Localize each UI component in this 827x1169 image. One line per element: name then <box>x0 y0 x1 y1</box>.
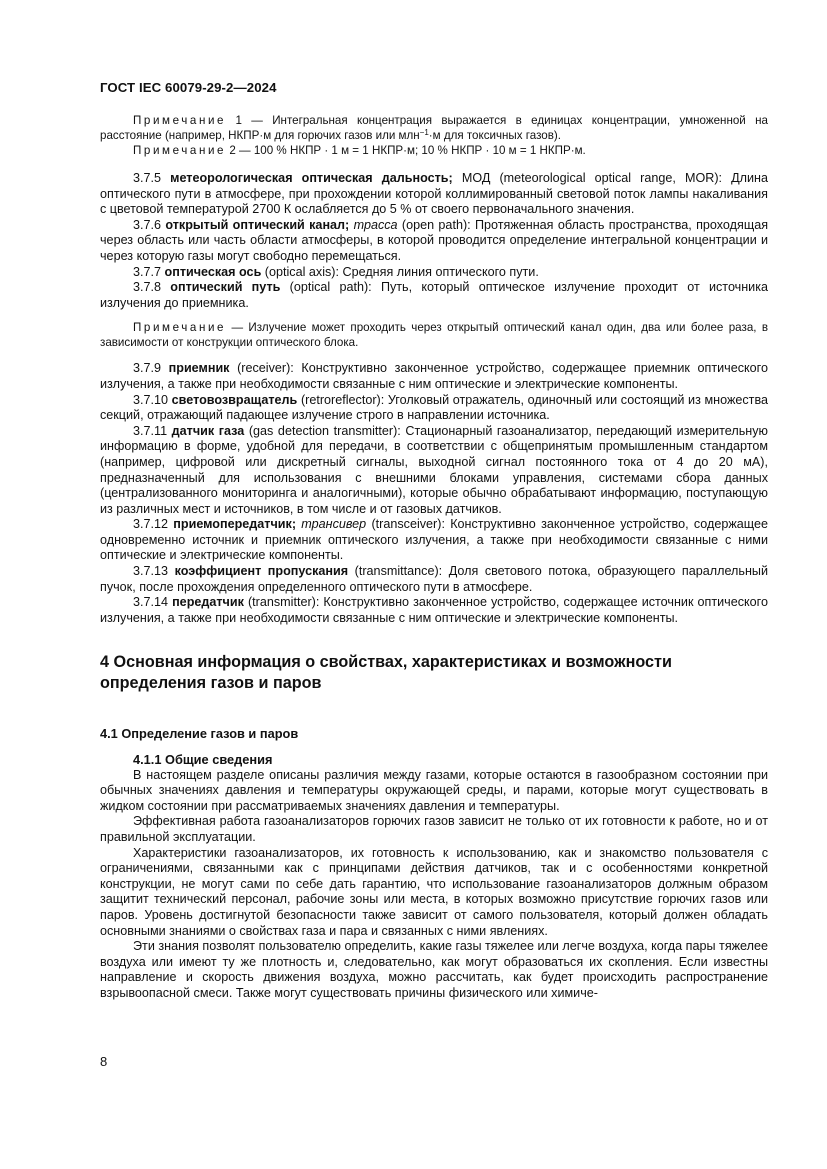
definition-number: 3.7.12 <box>133 517 169 532</box>
note-1 <box>100 113 768 143</box>
note-text: — 100 % НКПР · 1 м = 1 НКПР·м; 10 % НКПР · 10 м = 1 НКПР·м. <box>239 144 586 157</box>
definition-3-7-6 <box>100 218 768 265</box>
note-number: 2 <box>229 144 236 157</box>
definition-3-7-10 <box>100 393 768 424</box>
definition-3-7-11 <box>100 424 768 518</box>
note-text: — Излучение может проходить через открытый оптический канал один, два или более раза, в зависимости от конструкции оптического блока. <box>100 321 768 350</box>
definition-number: 3.7.11 <box>133 423 168 438</box>
definition-term: приемопередатчик; <box>173 517 297 532</box>
note-mid <box>100 320 768 350</box>
definition-term: коэффициент пропускания <box>174 564 349 579</box>
section-title: 4 Основная информация о свойствах, характеристиках и возможности определения газов и паров <box>100 653 672 693</box>
page-content <box>100 113 768 1002</box>
definition-number: 3.7.9 <box>133 361 162 376</box>
definition-text: МОД (meteorological optical range, MOR): Длина оптического пути в атмосфере, при прохождении которой коллимированный световой поток лампы накаливания с цветовой температурой 2700 К ослабляется до 5 % от своего первоначального значения. <box>100 171 769 217</box>
page-number: 8 <box>100 1054 108 1069</box>
note-3 <box>100 320 768 350</box>
body-paragraph: В настоящем разделе описаны различия между газами, которые остаются в газообразном состоянии при обычных значениях давления и температуры окружающей среды, и парами, которые могут существовать в жидком состоянии при рассматриваемых значениях давления и температуры. <box>100 767 768 813</box>
note-number: 1 <box>235 114 242 127</box>
definition-text: (transceiver): Конструктивно законченное устройство, содержащее одновременно источник и приемник оптического излучения, а также при необходимости связанные с ними оптические и электрические компоненты. <box>100 517 769 563</box>
definition-3-7-12 <box>100 517 768 564</box>
note-label: Примечание <box>133 321 227 335</box>
definition-text: (receiver): Конструктивно законченное устройство, содержащее приемник оптического излучения, а также при необходимости связанные с ним оптические и электрические компоненты. <box>100 361 769 391</box>
definition-3-7-13 <box>100 564 768 595</box>
definition-term: оптическая ось <box>164 264 262 279</box>
definition-term: открытый оптический канал; <box>165 217 350 232</box>
definition-number: 3.7.7 <box>133 264 162 279</box>
definition-number: 3.7.13 <box>133 564 169 579</box>
definition-number: 3.7.10 <box>133 392 169 407</box>
document-header: ГОСТ IEC 60079-29-2—2024 <box>100 80 277 95</box>
definition-term: оптический путь <box>170 280 281 295</box>
body-paragraph: Эффективная работа газоанализаторов горючих газов зависит не только от их готовности к работе, но и от правильной эксплуатации. <box>100 814 768 844</box>
definition-text: (retroreflector): Уголковый отражатель, одиночный или состоящий из множества секций, отражающий падающее излучение строго в направлении источника. <box>100 392 769 423</box>
note-superscript: −1 <box>419 128 429 137</box>
definition-text: (gas detection transmitter): Стационарный газоанализатор, передающий измерительную информацию в форме, удобной для передачи, в соответствии с общепринятым промышленным стандартом (например, цифровой или дискретный сигналы, выходной сигнал постоянного тока от 4 до 20 мА), предназначенный для использования с внешними блоками управления, системами сбора данных (централизованного мониторинга и аналогичными), которые обычно обрабатывают информацию, поступающую из различных мест и источников, в том числе и от газовых датчиков. <box>100 423 768 516</box>
definition-number: 3.7.8 <box>133 280 162 295</box>
subsection-title: 4.1 Определение газов и паров <box>100 726 299 742</box>
definition-text: (open path): Протяженная область пространства, проходящая через область или часть области атмосферы, в которой проводится определение интегральной концентрации и через которую газы могут свободно перемещаться. <box>100 217 769 263</box>
definition-term: метеорологическая оптическая дальность; <box>170 171 453 185</box>
note-label: Примечание <box>133 144 227 157</box>
note-label: Примечание <box>133 114 227 127</box>
notes-top <box>100 113 768 158</box>
definition-number: 3.7.6 <box>133 217 162 232</box>
definition-3-7-14 <box>100 595 768 626</box>
definition-3-7-8 <box>100 280 768 311</box>
body-paragraph: Характеристики газоанализаторов, их готовность к использованию, как и знакомство пользователя с ограничениями, связанными как с принципами действия датчиков, так и с особенностями конкретной конструкции, не могут сами по себе дать гарантию, что использование газоанализаторов должным образом защитит технический персонал, рабочие зоны или места, в которых возможно присутствие горючих газов или паров. Уровень достигнутой безопасности также зависит от самого пользователя, который должен обладать основными знаниями о свойствах газа и пара и связанных с ними явлениях. <box>100 845 768 938</box>
definition-synonym: трансивер <box>301 517 367 532</box>
note-2 <box>100 143 768 158</box>
definition-number: 3.7.14 <box>133 595 169 610</box>
definition-text: (transmitter): Конструктивно законченное устройство, содержащее источник оптического излучения, а также при необходимости связанные с ним оптические и электрические компоненты. <box>100 595 768 625</box>
definition-text: (transmittance): Доля светового потока, образующего параллельный пучок, после прохождения определенного оптического пути в атмосфере. <box>100 564 768 594</box>
definition-term: передатчик <box>172 595 244 610</box>
note-text-end: ·м для токсичных газов). <box>428 129 561 142</box>
definition-3-7-5 <box>100 171 768 218</box>
subsubsection-title: 4.1.1 Общие сведения <box>133 752 273 768</box>
definition-term: датчик газа <box>171 423 245 438</box>
note-text: — Интегральная концентрация выражается в единицах концентрации, умноженной на расстояние (например, НКПР·м для горючих газов или млн <box>100 114 768 142</box>
definition-term: световозвращатель <box>171 392 298 407</box>
definition-3-7-7 <box>100 265 768 281</box>
definition-text: (optical axis): Средняя линия оптического пути. <box>261 264 539 279</box>
definition-term: приемник <box>168 361 230 376</box>
definition-number: 3.7.5 <box>133 171 162 185</box>
definition-3-7-9 <box>100 361 768 392</box>
definition-text: (optical path): Путь, который оптическое излучение проходит от источника излучения до приемника. <box>100 280 769 310</box>
body-paragraph: Эти знания позволят пользователю определить, какие газы тяжелее или легче воздуха, когда пары тяжелее воздуха или имеют ту же плотность и, следовательно, как могут образоваться их скопления. Если известны направление и скорость движения воздуха, можно рассчитать, как будет происходить распространение взрывоопасной смеси. Также могут существовать причины физического или химиче- <box>100 939 768 1000</box>
definition-synonym: трасса <box>353 217 398 232</box>
